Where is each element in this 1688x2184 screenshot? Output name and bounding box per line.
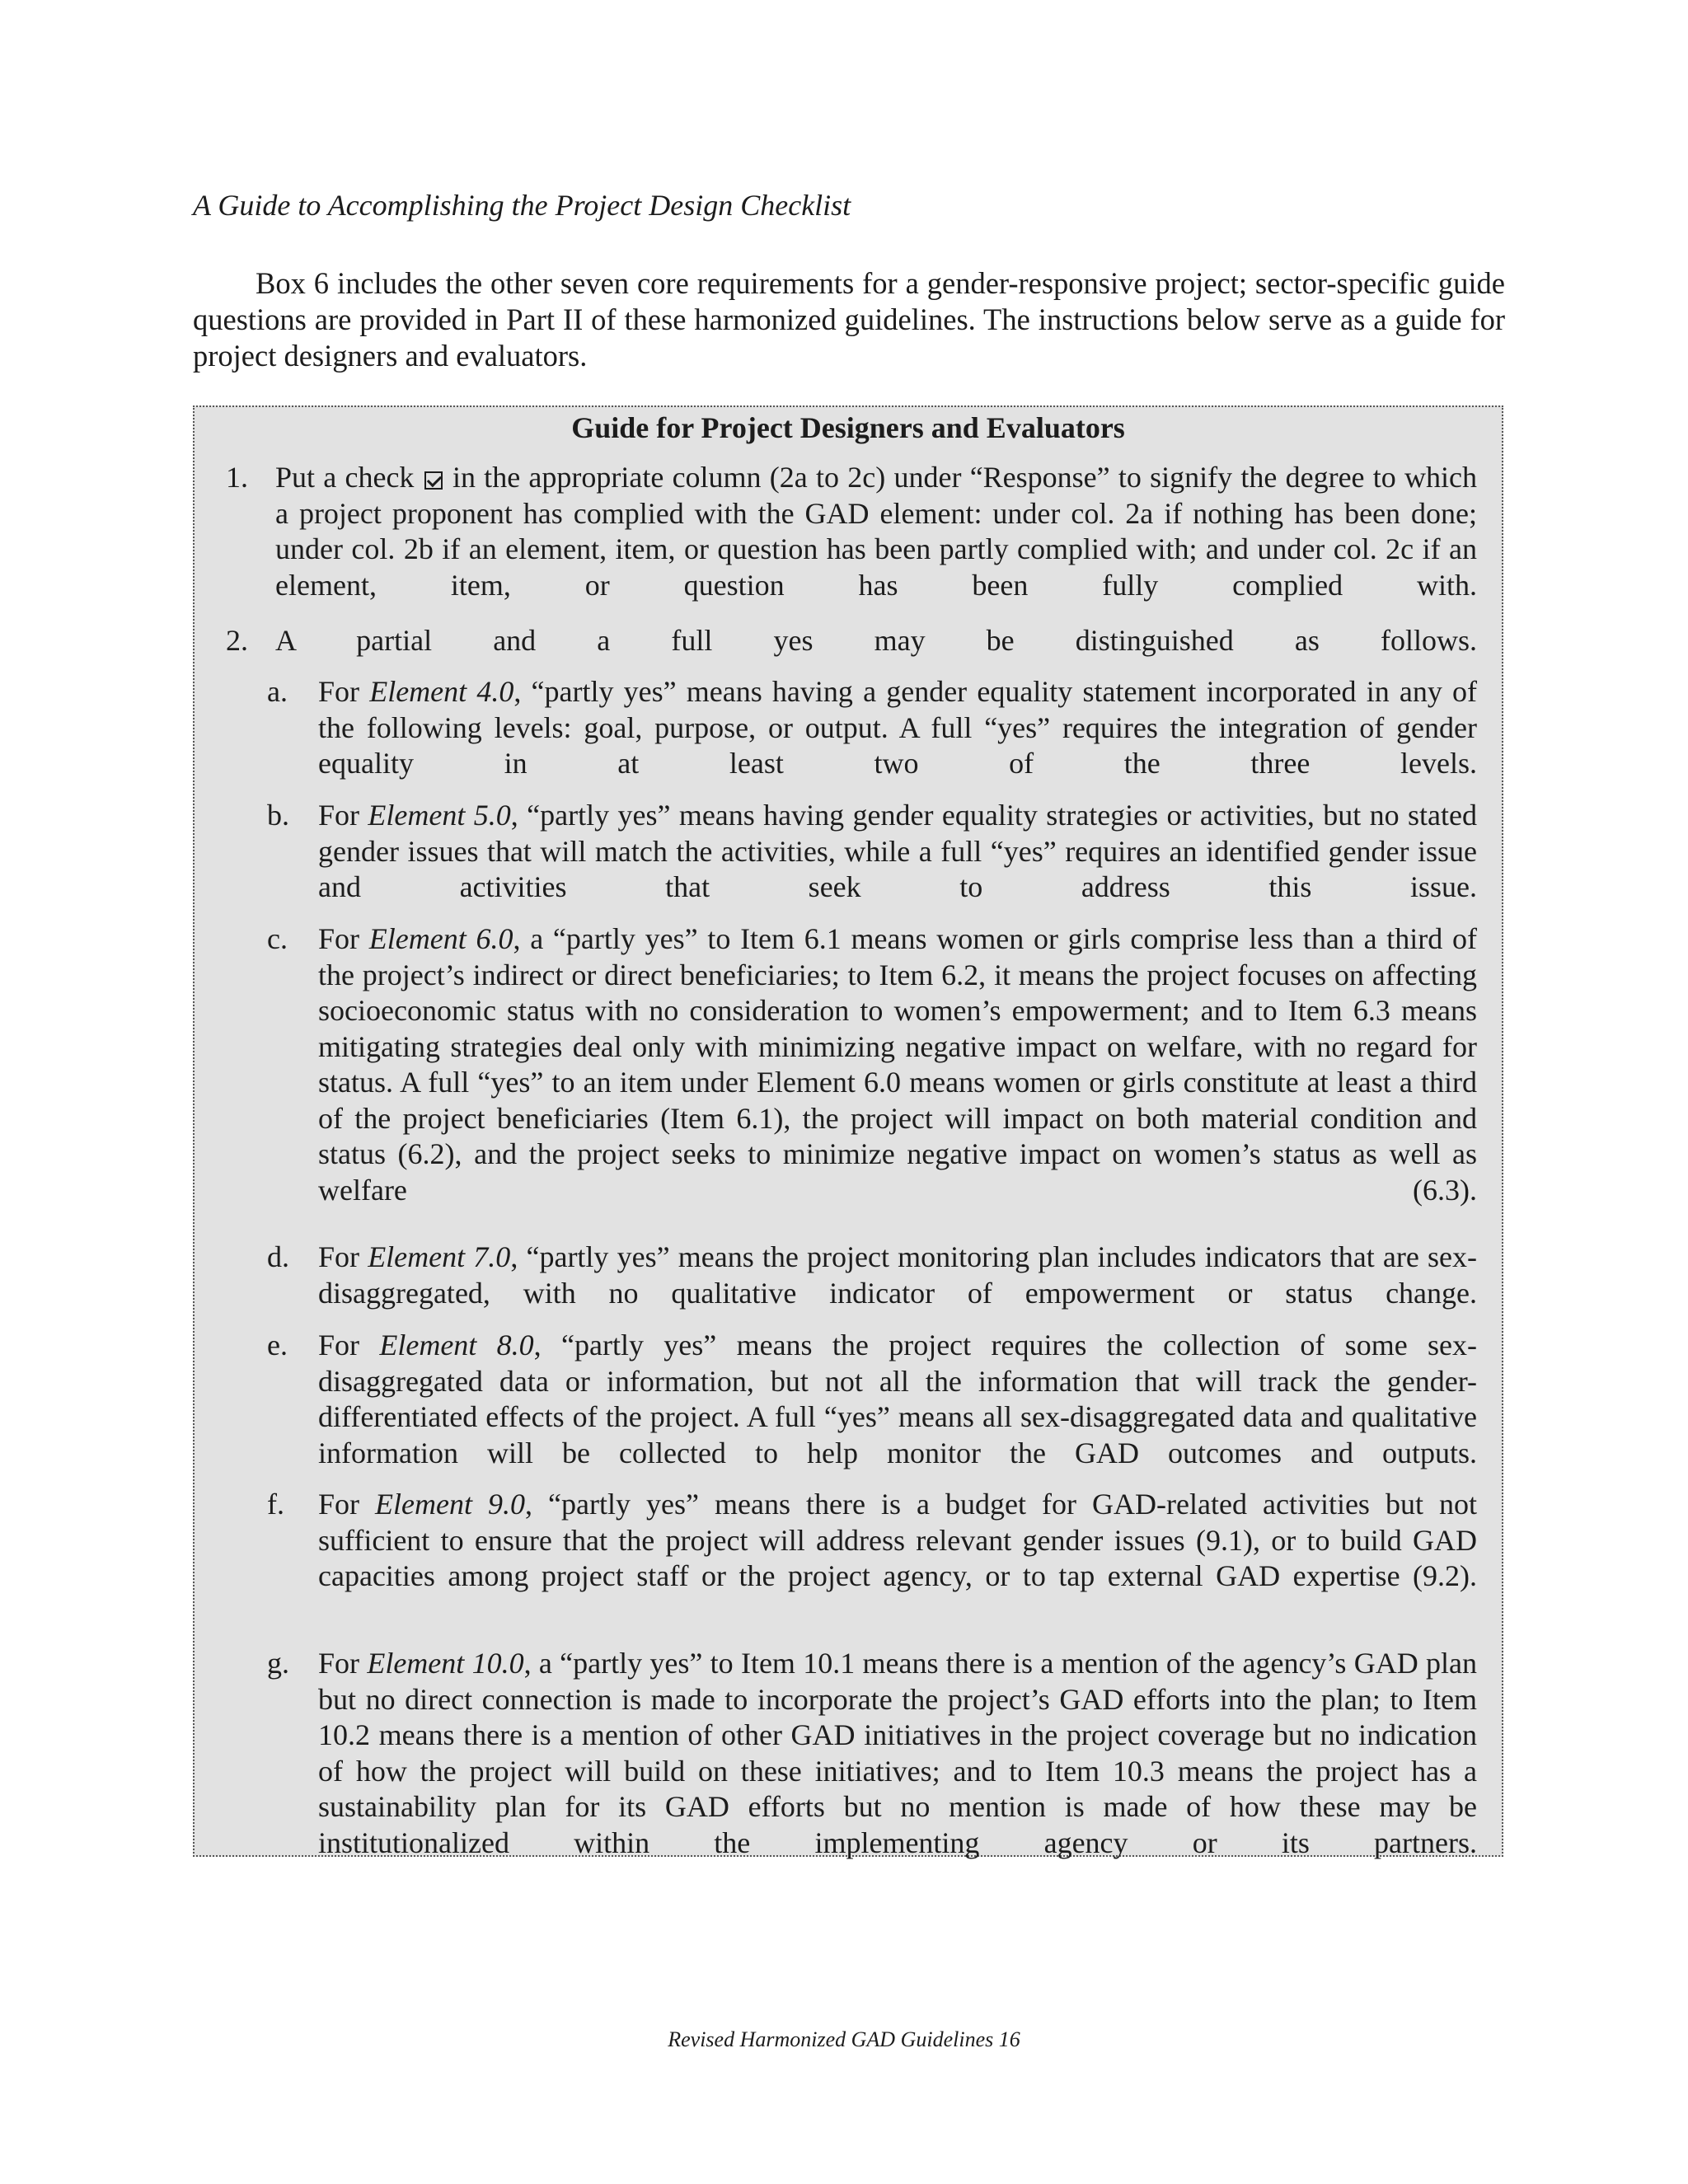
item-number: 1.: [226, 461, 248, 494]
subitem-lead: For: [318, 675, 360, 708]
element-reference: Element 6.0: [368, 922, 513, 955]
subitem-text: [318, 674, 1477, 818]
item-number: 2.: [226, 624, 248, 657]
subitem-body: , “partly yes” means the project requires the collection of some sex-disaggregated data or information, but not all the information that will track the gender-differentiated effects of the project. A full “yes” means all sex-disaggregated data and qualitative information will be collected to help monitor the GAD outcomes and outputs.: [318, 1329, 1478, 1469]
subitem-body: , a “partly yes” to Item 6.1 means women or girls comprise less than a third of the project’s indirect or direct beneficiaries; to Item 6.2, it means the project focuses on affecting socioeconomic status with no consideration to women’s empowerment; and to Item 6.3 means mitigating strategies deal only with minimizing negative impact on welfare, with no regard for status. A full “yes” to an item under Element 6.0 means women or girls constitute at least a third of the project beneficiaries (Item 6.1), the project will impact on both material condition and status (6.2), and the project seeks to minimize negative impact on women’s status as well as welfare (6.3).: [318, 922, 1478, 1207]
subitem-body: , “partly yes” means the project monitoring plan includes indicators that are sex-disaggregated, with no qualitative indicator of empowerment or status change.: [318, 1240, 1477, 1310]
subitem-letter: c.: [267, 922, 288, 955]
subitem-lead: For: [318, 1240, 360, 1273]
guide-subitem-g: [195, 1646, 1477, 1897]
subitem-lead: For: [318, 1329, 360, 1361]
item-text: [275, 460, 1477, 640]
subitem-letter: f.: [267, 1488, 284, 1521]
subitem-body: , “partly yes” means having a gender equality statement incorporated in any of the following levels: goal, purpose, or output. A full “yes” requires the integration of gender equality in at least two of the three levels.: [318, 675, 1478, 780]
subitem-text: [318, 1487, 1477, 1630]
subitem-letter: e.: [267, 1329, 288, 1361]
guide-box-title: Guide for Project Designers and Evaluators: [571, 411, 1125, 444]
element-reference: Element 7.0: [368, 1240, 511, 1273]
subitem-body: , “partly yes” means there is a budget for GAD-related activities but not sufficient to ensure that the project will address relevant gender issues (9.1), or to build GAD capacities among project staff or the project agency, or to tap external GAD expertise (9.2).: [318, 1488, 1478, 1592]
item-text-part: Put a check: [275, 461, 415, 494]
element-reference: Element 9.0: [375, 1488, 526, 1521]
subitem-text: [318, 798, 1477, 941]
subitem-body: , a “partly yes” to Item 10.1 means there is a mention of the agency’s GAD plan but no direct connection is made to incorporate the project’s GAD efforts into the plan; to Item 10.2 means there is a mention of other GAD initiatives in the project coverage but no indication of how the project will build on these initiatives; and to Item 10.3 means the project has a sustainability plan for its GAD efforts but no mention is made of how these may be institutionalized within the implementing agency or its partners.: [318, 1647, 1478, 1859]
subitem-lead: For: [318, 922, 360, 955]
subitem-lead: For: [318, 799, 360, 832]
page-footer: Revised Harmonized GAD Guidelines 16: [668, 2027, 1020, 2051]
intro-paragraph: Box 6 includes the other seven core requirements for a gender-responsive project; sector-specific guide questions are provided in Part II of these harmonized guidelines. The instructions below serve as a guide for project designers and evaluators.: [193, 266, 1505, 373]
subitem-text: [318, 921, 1477, 1244]
guide-subitem-a: [195, 674, 1477, 818]
element-reference: Element 10.0: [367, 1647, 524, 1680]
subitem-letter: g.: [267, 1647, 289, 1680]
item-text-part: in the appropriate column (2a to 2c) under “Response” to signify the degree to which a project proponent has complied with the GAD element: under col. 2a if nothing has been done; under col. 2b if an element, item, or question has been partly complied with; and under col. 2c if an element, item, or question has been fully complied with.: [275, 461, 1478, 602]
element-reference: Element 4.0: [369, 675, 514, 708]
subitem-letter: b.: [267, 799, 289, 832]
guide-subitem-c: [195, 921, 1477, 1244]
subitem-lead: For: [318, 1647, 360, 1680]
subitem-text: [318, 1328, 1477, 1507]
guide-box: [193, 405, 1503, 1857]
guide-subitem-b: [195, 798, 1477, 941]
guide-subitem-e: [195, 1328, 1477, 1507]
item-text: A partial and a full yes may be distinguished as follows.: [275, 624, 1477, 657]
subitem-text: [318, 1646, 1477, 1897]
checked-box-icon: [424, 471, 443, 490]
element-reference: Element 8.0: [379, 1329, 534, 1361]
guide-item-1: [195, 460, 1477, 640]
subitem-lead: For: [318, 1488, 360, 1521]
page-heading: A Guide to Accomplishing the Project Design Checklist: [193, 189, 851, 222]
element-reference: Element 5.0: [368, 799, 511, 832]
subitem-letter: a.: [267, 675, 288, 708]
subitem-body: , “partly yes” means having gender equality strategies or activities, but no stated gender issues that will match the activities, while a full “yes” requires an identified gender issue and activities that seek to address this issue.: [318, 799, 1478, 903]
subitem-letter: d.: [267, 1240, 289, 1273]
guide-subitem-f: [195, 1487, 1477, 1630]
